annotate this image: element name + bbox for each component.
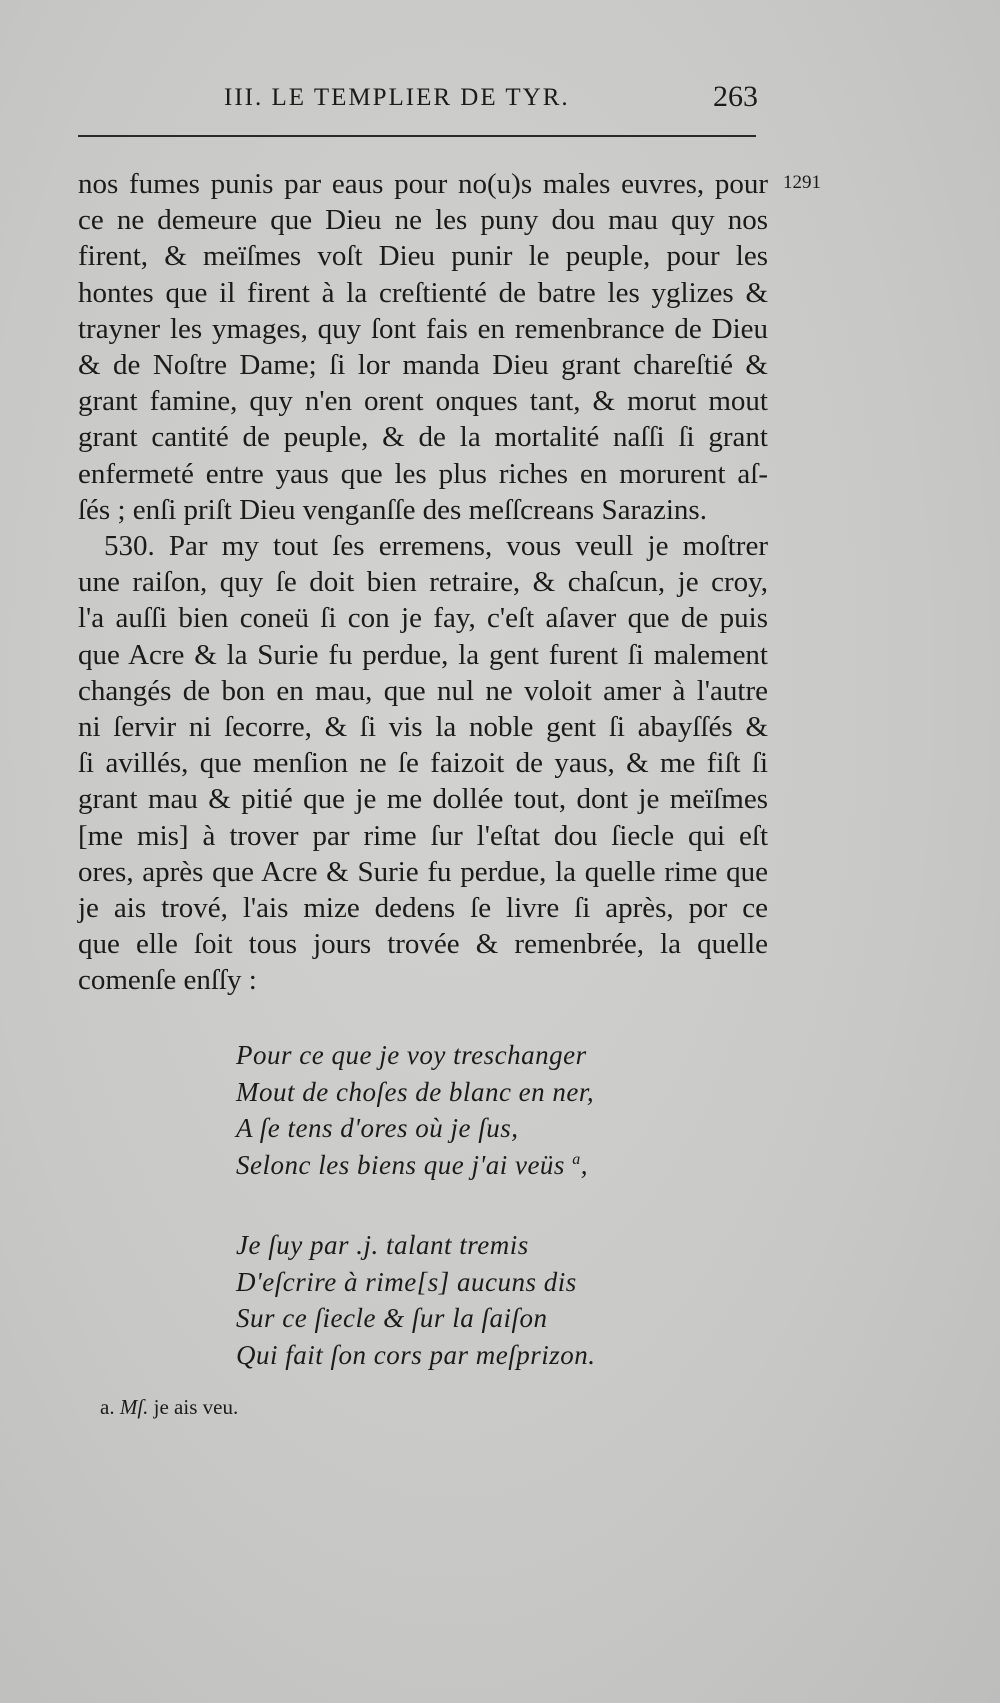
verse-line <box>236 1147 596 1184</box>
text-line: ni ſervir ni ſecorre, & ſi vis la noble gent ſi abayſſés & <box>78 711 768 744</box>
verse-line: Qui fait ſon cors par meſprizon. <box>236 1339 596 1370</box>
verse-line: Mout de choſes de blanc en ner, <box>236 1076 595 1107</box>
text-line: grant cantité de peuple, & de la mortalité naſſi ſi grant <box>78 421 768 454</box>
text-line: changés de bon en mau, que nul ne voloit amer à l'autre <box>78 674 768 707</box>
text-line: que Acre & la Surie fu perdue, la gent furent ſi malement <box>78 638 768 671</box>
footnote-marker: a <box>572 1150 581 1168</box>
text-line: enfermeté entre yaus que les plus riches en morurent aſ- <box>78 457 768 490</box>
verse-line: Pour ce que je voy treschanger <box>236 1040 587 1070</box>
text-line: trayner les ymages, quy ſont fais en remenbrance de Dieu <box>78 312 768 345</box>
text-line: ſés ; enſi priſt Dieu venganſſe des meſſcreans Sarazins. <box>78 493 707 526</box>
text-line: une raiſon, quy ſe doit bien retraire, & chaſcun, je croy, <box>78 566 768 599</box>
footnote-abbreviation: Mſ. <box>119 1395 149 1419</box>
running-head <box>78 80 758 124</box>
margin-year-note: 1291 <box>783 172 821 193</box>
page-number: 263 <box>713 80 758 113</box>
stanza-gap <box>236 1183 596 1227</box>
verse-line-text: Selonc les biens que j'ai veüs <box>236 1149 565 1180</box>
verse-line-punct: , <box>580 1149 588 1180</box>
text-line: firent, & meïſmes voſt Dieu punir le peuple, pour les <box>78 240 768 273</box>
running-title: III. LE TEMPLIER DE TYR. <box>224 84 570 111</box>
text-line: grant mau & pitié que je me dollée tout, dont je meïſmes <box>78 783 768 816</box>
verse-line: Je ſuy par .j. talant tremis <box>236 1230 529 1260</box>
text-line: hontes que il firent à la creſtienté de batre les yglizes & <box>78 276 768 309</box>
text-line: [me mis] à trover par rime ſur l'eſtat dou ſiecle qui eſt <box>78 819 768 852</box>
footnote-text: je ais veu. <box>153 1395 239 1419</box>
verse-line: Sur ce ſiecle & ſur la ſaiſon <box>236 1303 548 1333</box>
verse-line: D'eſcrire à rime[s] aucuns dis <box>236 1266 577 1297</box>
text-line: ſi avillés, que menſion ne ſe faizoit de yaus, & me fiſt ſi <box>78 747 768 780</box>
text-line: comenſe enſſy : <box>78 964 257 997</box>
verse-block <box>236 1037 596 1373</box>
text-line: ce ne demeure que Dieu ne les puny dou mau quy nos <box>78 204 768 237</box>
footnote <box>100 1395 238 1420</box>
text-line: l'a auſſi bien coneü ſi con je fay, c'eſt aſaver que de puis <box>78 602 768 635</box>
text-line: que elle ſoit tous jours trovée & remenbrée, la quelle <box>78 928 768 961</box>
text-line: grant famine, quy n'en orent onques tant, & morut mout <box>78 385 768 418</box>
body-text <box>78 166 768 999</box>
text-line: & de Noſtre Dame; ſi lor manda Dieu grant chareſtié & <box>78 349 768 382</box>
text-line: je ais trové, l'ais mize dedens ſe livre ſi après, por ce <box>78 892 768 925</box>
text-line: 530. Par my tout ſes erremens, vous veull je moſtrer <box>104 530 768 563</box>
text-line: nos fumes punis par eaus pour no(u)s males euvres, pour <box>78 168 768 200</box>
text-line: ores, après que Acre & Surie fu perdue, la quelle rime que <box>78 855 768 888</box>
verse-line: A ſe tens d'ores où je ſus, <box>236 1113 519 1143</box>
footnote-label: a. <box>100 1395 115 1419</box>
header-rule <box>78 135 756 137</box>
